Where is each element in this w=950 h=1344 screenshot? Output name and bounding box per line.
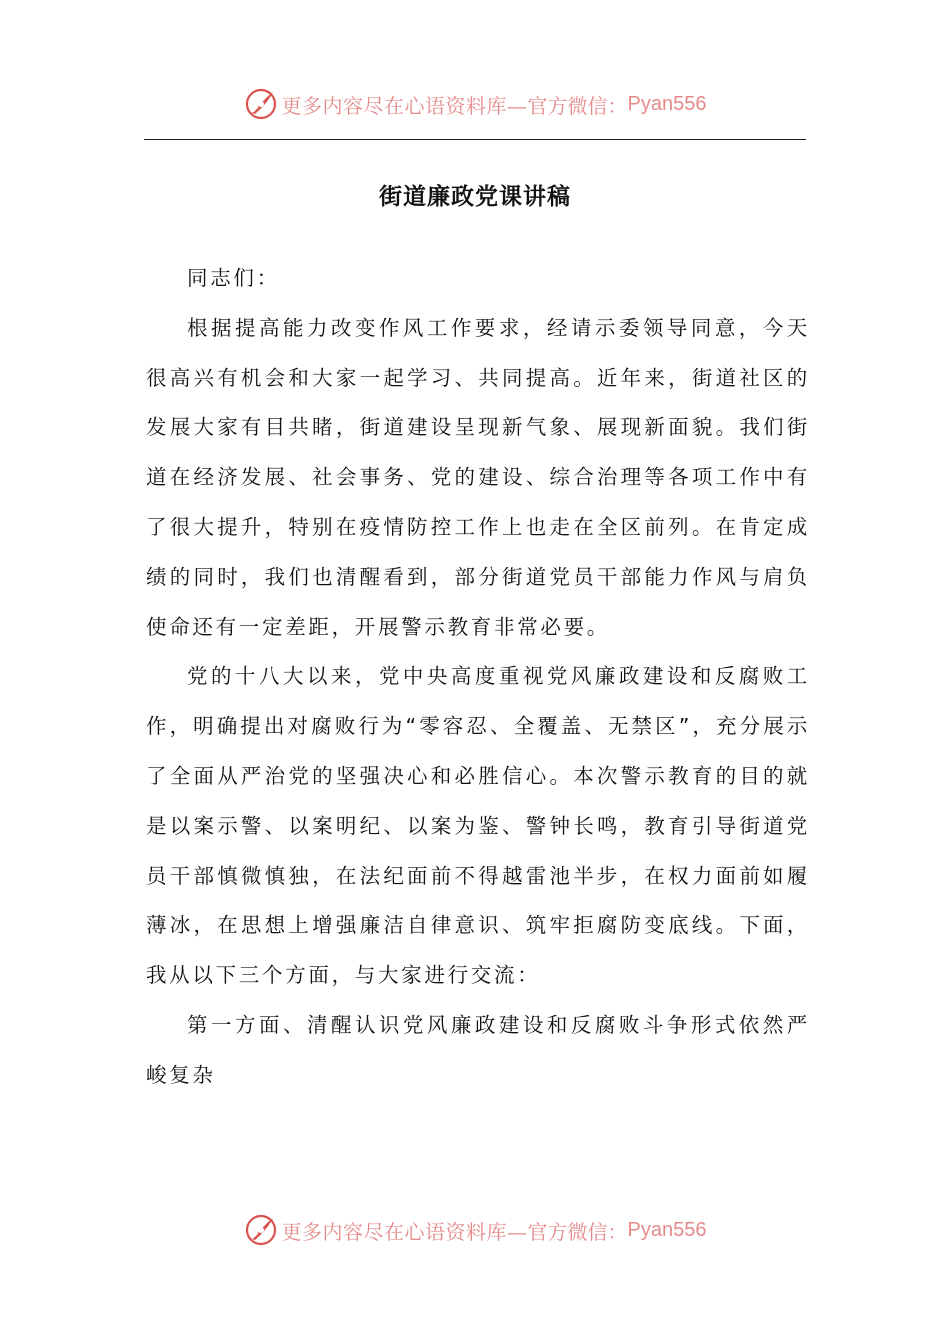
header-watermark-text: 更多内容尽在心语资料库— [281, 93, 528, 118]
header-watermark-banner [0, 84, 950, 124]
footer-wechat-id: Pyan556 [627, 1218, 707, 1241]
footer-watermark-text: 更多内容尽在心语资料库— [281, 1219, 528, 1244]
paragraph-salutation: 同志们： [187, 266, 280, 290]
paragraph-background: 党的十八大以来，党中央高度重视党风廉政建设和反腐败工作，明确提出对腐败行为“零容忍、全覆盖、无禁区”，充分展示了全面从严治党的坚强决心和必胜信心。本次警示教育的目的就是以案示警、以案明纪、以案为鉴、警钟长鸣，教育引导街道党员干部慎微慎独，在法纪面前不得越雷池半步，在权力面前如履薄冰，在思想上增强廉洁自律意识、筑牢拒腐防变底线。下面，我从以下三个方面，与大家进行交流： [146, 664, 810, 988]
quill-logo-icon [244, 87, 278, 121]
document-title: 街道廉政党课讲稿 [379, 184, 571, 210]
footer-wechat-label: 官方微信： [527, 1219, 628, 1244]
document-body [146, 254, 810, 1101]
footer-watermark-banner [0, 1210, 950, 1250]
quill-logo-icon [244, 1213, 278, 1247]
header-wechat-label: 官方微信： [527, 93, 628, 118]
header-rule [144, 139, 806, 140]
paragraph-intro: 根据提高能力改变作风工作要求，经请示委领导同意，今天很高兴有机会和大家一起学习、共同提高。近年来，街道社区的发展大家有目共睹，街道建设呈现新气象、展现新面貌。我们街道在经济发展、社会事务、党的建设、综合治理等各项工作中有了很大提升，特别在疫情防控工作上也走在全区前列。在肯定成绩的同时，我们也清醒看到，部分街道党员干部能力作风与肩负使命还有一定差距，开展警示教育非常必要。 [146, 315, 810, 639]
header-wechat-id: Pyan556 [627, 92, 707, 115]
paragraph-section-heading: 第一方面、清醒认识党风廉政建设和反腐败斗争形式依然严峻复杂 [146, 1012, 810, 1087]
